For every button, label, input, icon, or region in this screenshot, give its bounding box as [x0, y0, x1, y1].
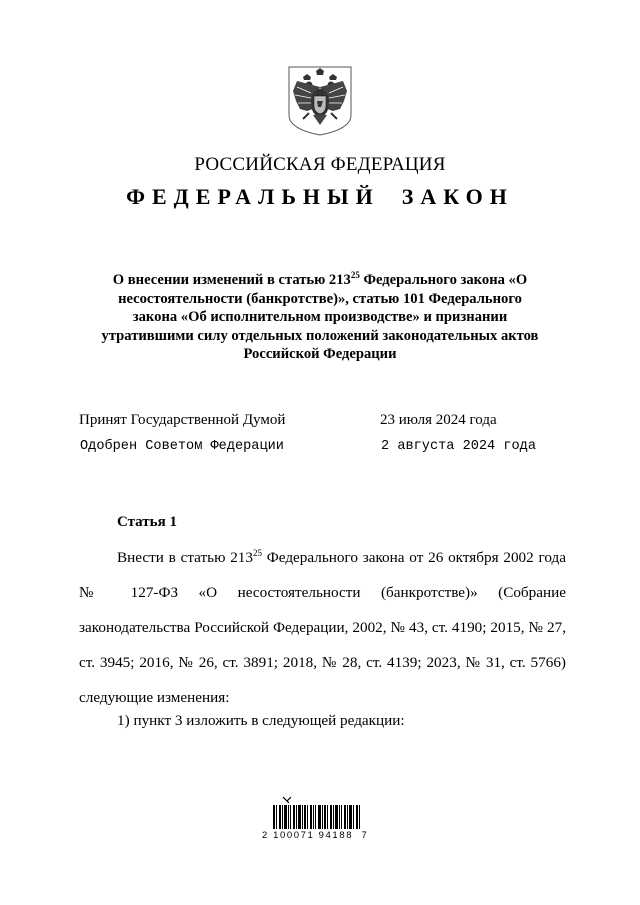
paragraph-part-1: Внести в статью 213: [117, 549, 253, 566]
paragraph-part-2: Федерального закона от 26 октября 2002 года № 127-ФЗ «О несостоятельности (банкротстве)» (Собрание законодательства Российской Федерации, 2002, № 43, ст. 4190; 2015, № 27, ст. 3945; 2016, № 26, ст. 3891; 2018, № 28, ст. 4139; 2023, № 31, ст. 5766) следующие изменения:: [79, 549, 566, 706]
law-subject-title: [96, 271, 544, 364]
approval-label: Одобрен Советом Федерации: [80, 439, 284, 454]
coat-of-arms-emblem: [287, 65, 353, 137]
approval-date: 2 августа 2024 года: [381, 439, 536, 454]
document-type-word-1: ФЕДЕРАЛЬНЫЙ: [126, 184, 380, 209]
adoption-date: 23 июля 2024 года: [380, 412, 497, 428]
document-type-word-2: ЗАКОН: [401, 184, 514, 209]
paragraph-superscript: 25: [253, 547, 262, 558]
article-title: Статья 1: [117, 514, 177, 530]
subject-superscript: 25: [350, 270, 360, 281]
subject-part-1: О внесении изменений в статью 213: [112, 272, 351, 288]
list-item-1: 1) пункт 3 изложить в следующей редакции:: [117, 712, 405, 729]
barcode-number: 2 100071 94188 7: [262, 830, 369, 841]
article-paragraph: [79, 540, 566, 715]
adoption-label: Принят Государственной Думой: [79, 412, 286, 428]
subject-part-2: Федерального закона «О несостоятельности (банкротстве)», статью 101 Федерального закона «Об исполнительном производстве» и признании утратившими силу отдельных положений законодательных актов Российской Федерации: [101, 272, 539, 363]
country-heading: РОССИЙСКАЯ ФЕДЕРАЦИЯ: [194, 154, 446, 175]
document-type-title: [0, 184, 640, 210]
barcode-image: [273, 795, 363, 835]
